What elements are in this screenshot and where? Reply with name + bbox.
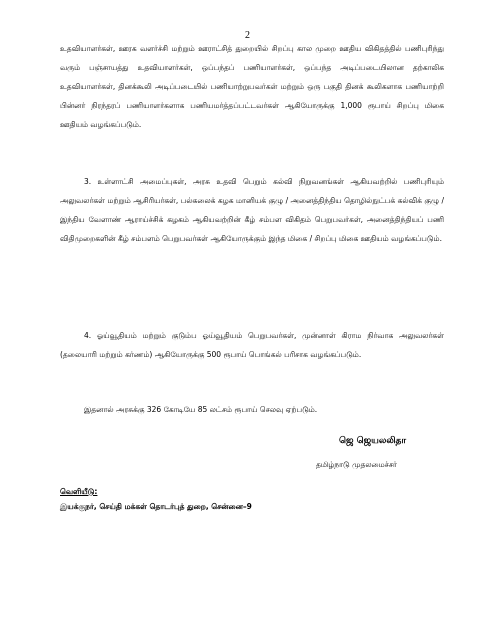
paragraph-cost: இதனால் அரசுக்கு 326 கோடியே 85 லட்சம் ரூபாய் செலவு ஏற்படும். — [84, 405, 318, 414]
page-number: 2 — [245, 30, 250, 41]
paragraph-item-4: 4. ஓய்வூதியம் மற்றும் குடும்ப ஓய்வூதியம் பெறுபவர்கள், முன்னாள் கிராம நிர்வாக அலுவலர்கள் (தலையாரி மற்றும் கர்ணம்) ஆகியோருக்கு 500 ரூபாய் பொங்கல் பரிசாக வழங்கப்படும். — [60, 331, 444, 359]
release-label: வெளியீடு: — [60, 487, 98, 496]
paragraph-continued: உதவியாளர்கள், ஊரக வளர்ச்சி மற்றும் ஊராட்சித் துறையில் சிறப்பு கால முறை ஊதிய விகிதத்தில் பணிபுரிந்து வரும் பஞ்சாயத்து உதவியாளர்கள், ஒப்பந்தப் பணியாளர்கள், ஒப்பந்த அடிப்படையிலான தற்காலிக உதவியாளர்கள், தினக்கூலி அடிப்படையில் பணியாற்றுபவர்கள் மற்றும் ஒரு பகுதி தினக் கூலிகளாக பணியாற்றி பின்னர் நிரந்தரப் பணியாளர்களாக பணியமர்த்தப்பட்டவர்கள் ஆகியோருக்கு 1,000 ரூபாய் சிறப்பு மிகை ஊதியம் வழங்கப்படும். — [60, 44, 444, 129]
paragraph-item-3: 3. உள்ளாட்சி அமைப்புகள், அரசு உதவி பெறும் கல்வி நிறுவனங்கள் ஆகியவற்றில் பணிபுரியும் அலுவலர்கள் மற்றும் ஆசிரியர்கள், பல்கலைக் கழக மானியக் குழு / அனைத்திந்திய தொழில்நுட்பக் கல்விக் குழு / இந்திய வேளாண் ஆராய்ச்சிக் கழகம் ஆகியவற்றின் கீழ் சம்பள விகிதம் பெறுபவர்கள், அனைத்திந்தியப் பணி விதிமுறைகளின் கீழ் சம்பளம் பெறுபவர்கள் ஆகியோருக்கும் இந்த மிகை / சிறப்பு மிகை ஊதியம் வழங்கப்படும். — [60, 177, 444, 243]
release-source: இயக்குநர், செய்தி மக்கள் தொடர்புத் துறை, சென்னை–9 — [60, 502, 252, 511]
signatory-name: ஜெ ஜெயலலிதா — [339, 436, 407, 446]
signatory-title: தமிழ்நாடு முதலமைச்சர் — [316, 460, 397, 469]
